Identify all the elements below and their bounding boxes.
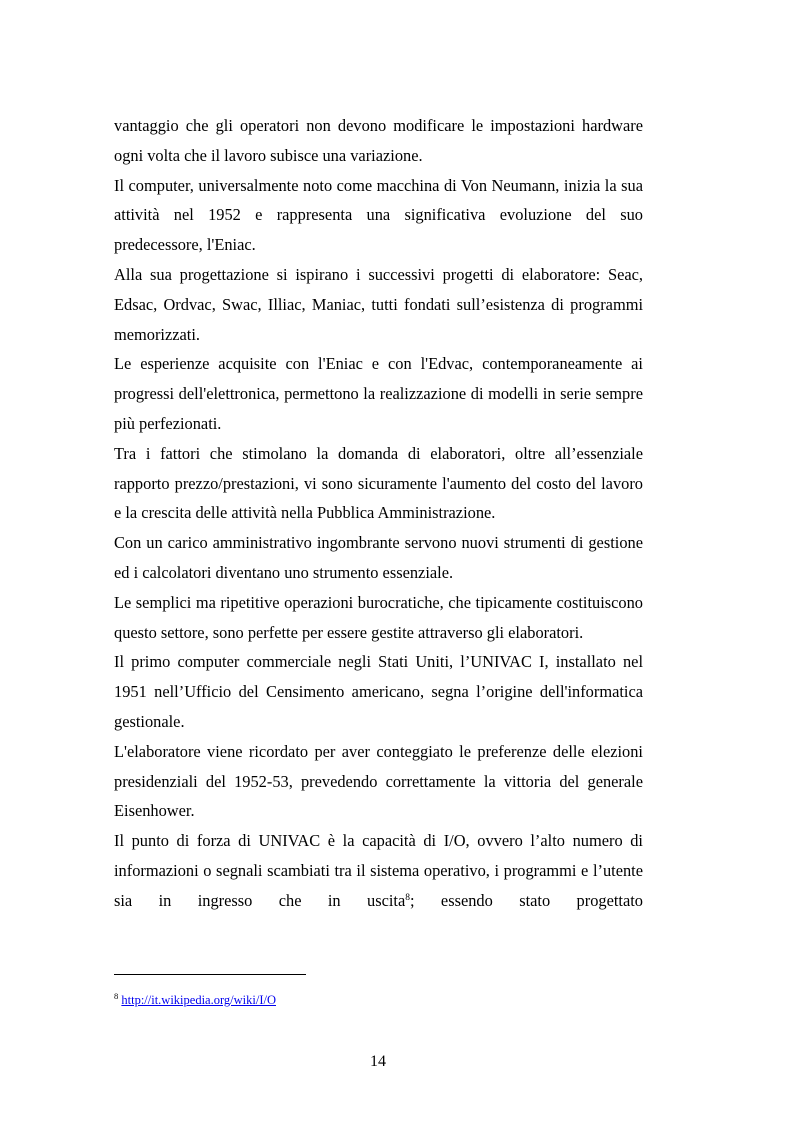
footnote-link[interactable]: http://it.wikipedia.org/wiki/I/O: [121, 993, 276, 1007]
paragraph: Con un carico amministrativo ingombrante servono nuovi strumenti di gestione ed i calcolatori diventano uno strumento essenziale.: [114, 533, 643, 582]
page-number: 14: [370, 1053, 386, 1070]
paragraph: Tra i fattori che stimolano la domanda di elaboratori, oltre all’essenziale rapporto prezzo/prestazioni, vi sono sicuramente l'aumento del costo del lavoro e la crescita delle attività nella Pubblica Amministrazione.: [114, 443, 643, 523]
footnote-reference[interactable]: 8: [405, 892, 410, 903]
paragraph: L'elaboratore viene ricordato per aver conteggiato le preferenze delle elezioni presidenziali del 1952-53, prevedendo correttamente la vittoria del generale Eisenhower.: [114, 741, 643, 821]
paragraph: vantaggio che gli operatori non devono modificare le impostazioni hardware ogni volta che il lavoro subisce una variazione.: [114, 116, 643, 165]
paragraph-text-continued: ; essendo stato progettato: [409, 890, 643, 910]
paragraph-text: Il punto di forza di UNIVAC è la capacità di I/O, ovvero l’alto numero di informazioni o segnali scambiati tra il sistema operativo, i programmi e l’utente sia in ingresso che in uscita: [114, 831, 643, 910]
paragraph: Il primo computer commerciale negli Stati Uniti, l’UNIVAC I, installato nel 1951 nell’Ufficio del Censimento americano, segna l’origine dell'informatica gestionale.: [114, 652, 643, 731]
paragraph: Il computer, universalmente noto come macchina di Von Neumann, inizia la sua attività nel 1952 e rappresenta una significativa evoluzione del suo predecessore, l'Eniac.: [114, 175, 643, 255]
body-text: [114, 111, 643, 916]
paragraph: Alla sua progettazione si ispirano i successivi progetti di elaboratore: Seac, Edsac, Ordvac, Swac, Illiac, Maniac, tutti fondati sull’esistenza di programmi memorizzati.: [114, 264, 643, 344]
paragraph: Le semplici ma ripetitive operazioni burocratiche, che tipicamente costituiscono questo settore, sono perfette per essere gestite attraverso gli elaboratori.: [114, 592, 643, 642]
paragraph: Le esperienze acquisite con l'Eniac e con l'Edvac, contemporaneamente ai progressi dell'elettronica, permettono la realizzazione di modelli in serie sempre più perfezionati.: [114, 354, 643, 433]
footnote-separator: [114, 974, 306, 975]
paragraph-with-footnote: [114, 826, 643, 915]
footnote: [114, 992, 276, 1008]
footnote-mark: 8: [114, 991, 119, 1001]
